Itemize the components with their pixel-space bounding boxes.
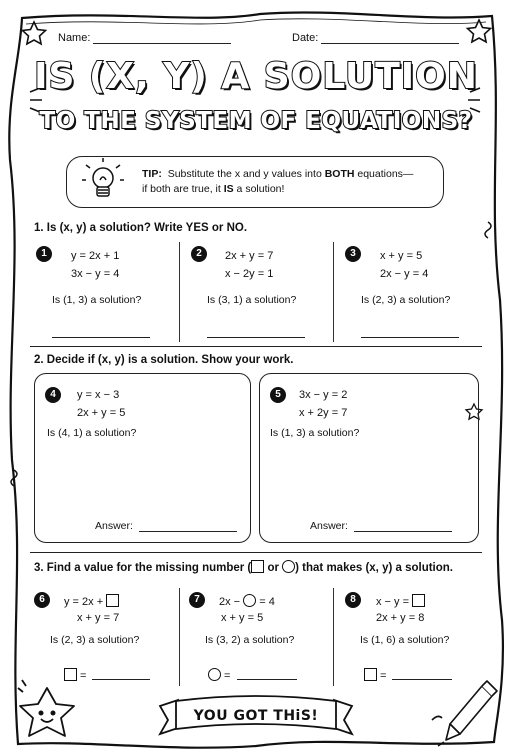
square-box-icon bbox=[64, 668, 77, 681]
answer-line[interactable] bbox=[139, 531, 237, 532]
section-divider bbox=[30, 552, 482, 553]
square-box-icon[interactable] bbox=[412, 594, 425, 607]
equation: x + y = 5 bbox=[221, 612, 264, 624]
tip-text-d: a solution! bbox=[233, 183, 285, 195]
question: Is (3, 2) a solution? bbox=[205, 634, 295, 646]
section3-heading-b: ) that makes (x, y) a solution. bbox=[295, 562, 453, 574]
square-box-icon[interactable] bbox=[106, 594, 119, 607]
equation bbox=[64, 594, 119, 608]
equals-sign: = bbox=[77, 670, 87, 682]
equation bbox=[376, 594, 425, 608]
square-box-icon bbox=[364, 668, 377, 681]
equation-part: x − y = bbox=[376, 596, 413, 608]
equation: 2x − y = 4 bbox=[380, 268, 429, 280]
name-label: Name: bbox=[58, 32, 91, 44]
answer-line[interactable] bbox=[52, 337, 150, 338]
page-title: IS (X, Y) A SOLUTION bbox=[34, 56, 478, 97]
equation-part: y = 2x + bbox=[64, 596, 107, 608]
answer-label: Answer: bbox=[95, 520, 133, 532]
section3-heading bbox=[34, 560, 453, 574]
tip-text-c: if both are true, it bbox=[142, 183, 224, 195]
date-line[interactable] bbox=[321, 43, 459, 44]
problem-number: 7 bbox=[189, 592, 205, 608]
divider bbox=[333, 242, 334, 342]
date-label: Date: bbox=[292, 32, 319, 44]
question: Is (2, 3) a solution? bbox=[50, 634, 140, 646]
problem-number: 3 bbox=[345, 246, 361, 262]
answer-line[interactable] bbox=[92, 679, 150, 680]
section2-heading: 2. Decide if (x, y) is a solution. Show your work. bbox=[34, 354, 294, 366]
equation: x + 2y = 7 bbox=[299, 407, 348, 419]
divider bbox=[179, 588, 180, 686]
date-field bbox=[292, 32, 459, 44]
equation: x + y = 5 bbox=[380, 250, 423, 262]
answer-label: Answer: bbox=[310, 520, 348, 532]
equation: x + y = 7 bbox=[77, 612, 120, 624]
answer-field bbox=[64, 668, 86, 682]
equation: 2x + y = 5 bbox=[77, 407, 126, 419]
question: Is (2, 3) a solution? bbox=[361, 294, 451, 306]
tip-is: IS bbox=[223, 183, 234, 195]
square-box-icon bbox=[251, 560, 264, 573]
tip-text-b: equations— bbox=[354, 168, 414, 180]
divider bbox=[333, 588, 334, 686]
answer-line[interactable] bbox=[207, 337, 305, 338]
question: Is (1, 3) a solution? bbox=[270, 427, 360, 439]
smiling-star-icon bbox=[18, 680, 74, 736]
circle-icon bbox=[282, 560, 295, 573]
equation: 3x − y = 2 bbox=[299, 389, 348, 401]
equation: y = 2x + 1 bbox=[71, 250, 120, 262]
work-box[interactable] bbox=[259, 373, 479, 543]
problem-number: 6 bbox=[34, 592, 50, 608]
equation: 2x + y = 7 bbox=[225, 250, 274, 262]
equation: 3x − y = 4 bbox=[71, 268, 120, 280]
problem-number: 4 bbox=[45, 387, 61, 403]
question: Is (1, 6) a solution? bbox=[360, 634, 450, 646]
name-field bbox=[58, 32, 231, 44]
star-icon bbox=[23, 22, 46, 44]
problem-number: 5 bbox=[270, 387, 286, 403]
problem-number: 1 bbox=[36, 246, 52, 262]
divider bbox=[179, 242, 180, 342]
tip-bold: BOTH bbox=[324, 168, 355, 180]
footer-banner-text: YOU GOT THiS! bbox=[193, 708, 319, 724]
answer-line[interactable] bbox=[361, 337, 459, 338]
tip-text bbox=[142, 167, 442, 197]
equals-sign: = bbox=[377, 670, 387, 682]
answer-line[interactable] bbox=[354, 531, 452, 532]
equation-part: 2x − bbox=[219, 596, 244, 608]
equation bbox=[219, 594, 275, 608]
answer-field bbox=[364, 668, 386, 682]
answer-field bbox=[208, 668, 230, 682]
equation: y = x − 3 bbox=[77, 389, 120, 401]
section1-heading: 1. Is (x, y) a solution? Write YES or NO. bbox=[34, 222, 248, 234]
name-line[interactable] bbox=[93, 43, 231, 44]
pencil-icon bbox=[432, 681, 497, 746]
tip-text-a: Substitute the x and y values into bbox=[167, 168, 325, 180]
section-divider bbox=[30, 346, 482, 347]
circle-icon[interactable] bbox=[243, 594, 256, 607]
equals-sign: = bbox=[221, 670, 231, 682]
section3-heading-or: or bbox=[264, 562, 283, 574]
problem-number: 8 bbox=[345, 592, 361, 608]
question: Is (1, 3) a solution? bbox=[52, 294, 142, 306]
circle-icon bbox=[208, 668, 221, 681]
answer-line[interactable] bbox=[392, 679, 452, 680]
work-box[interactable] bbox=[34, 373, 251, 543]
equation-part: = 4 bbox=[256, 596, 275, 608]
page-subtitle: TO THE SYSTEM OF EQUATIONS? bbox=[39, 108, 473, 134]
tip-label: TIP: bbox=[142, 168, 162, 180]
question: Is (3, 1) a solution? bbox=[207, 294, 297, 306]
equation: x − 2y = 1 bbox=[225, 268, 274, 280]
problem-number: 2 bbox=[191, 246, 207, 262]
equation: 2x + y = 8 bbox=[376, 612, 425, 624]
answer-line[interactable] bbox=[237, 679, 297, 680]
section3-heading-a: 3. Find a value for the missing number ( bbox=[34, 562, 252, 574]
question: Is (4, 1) a solution? bbox=[47, 427, 137, 439]
